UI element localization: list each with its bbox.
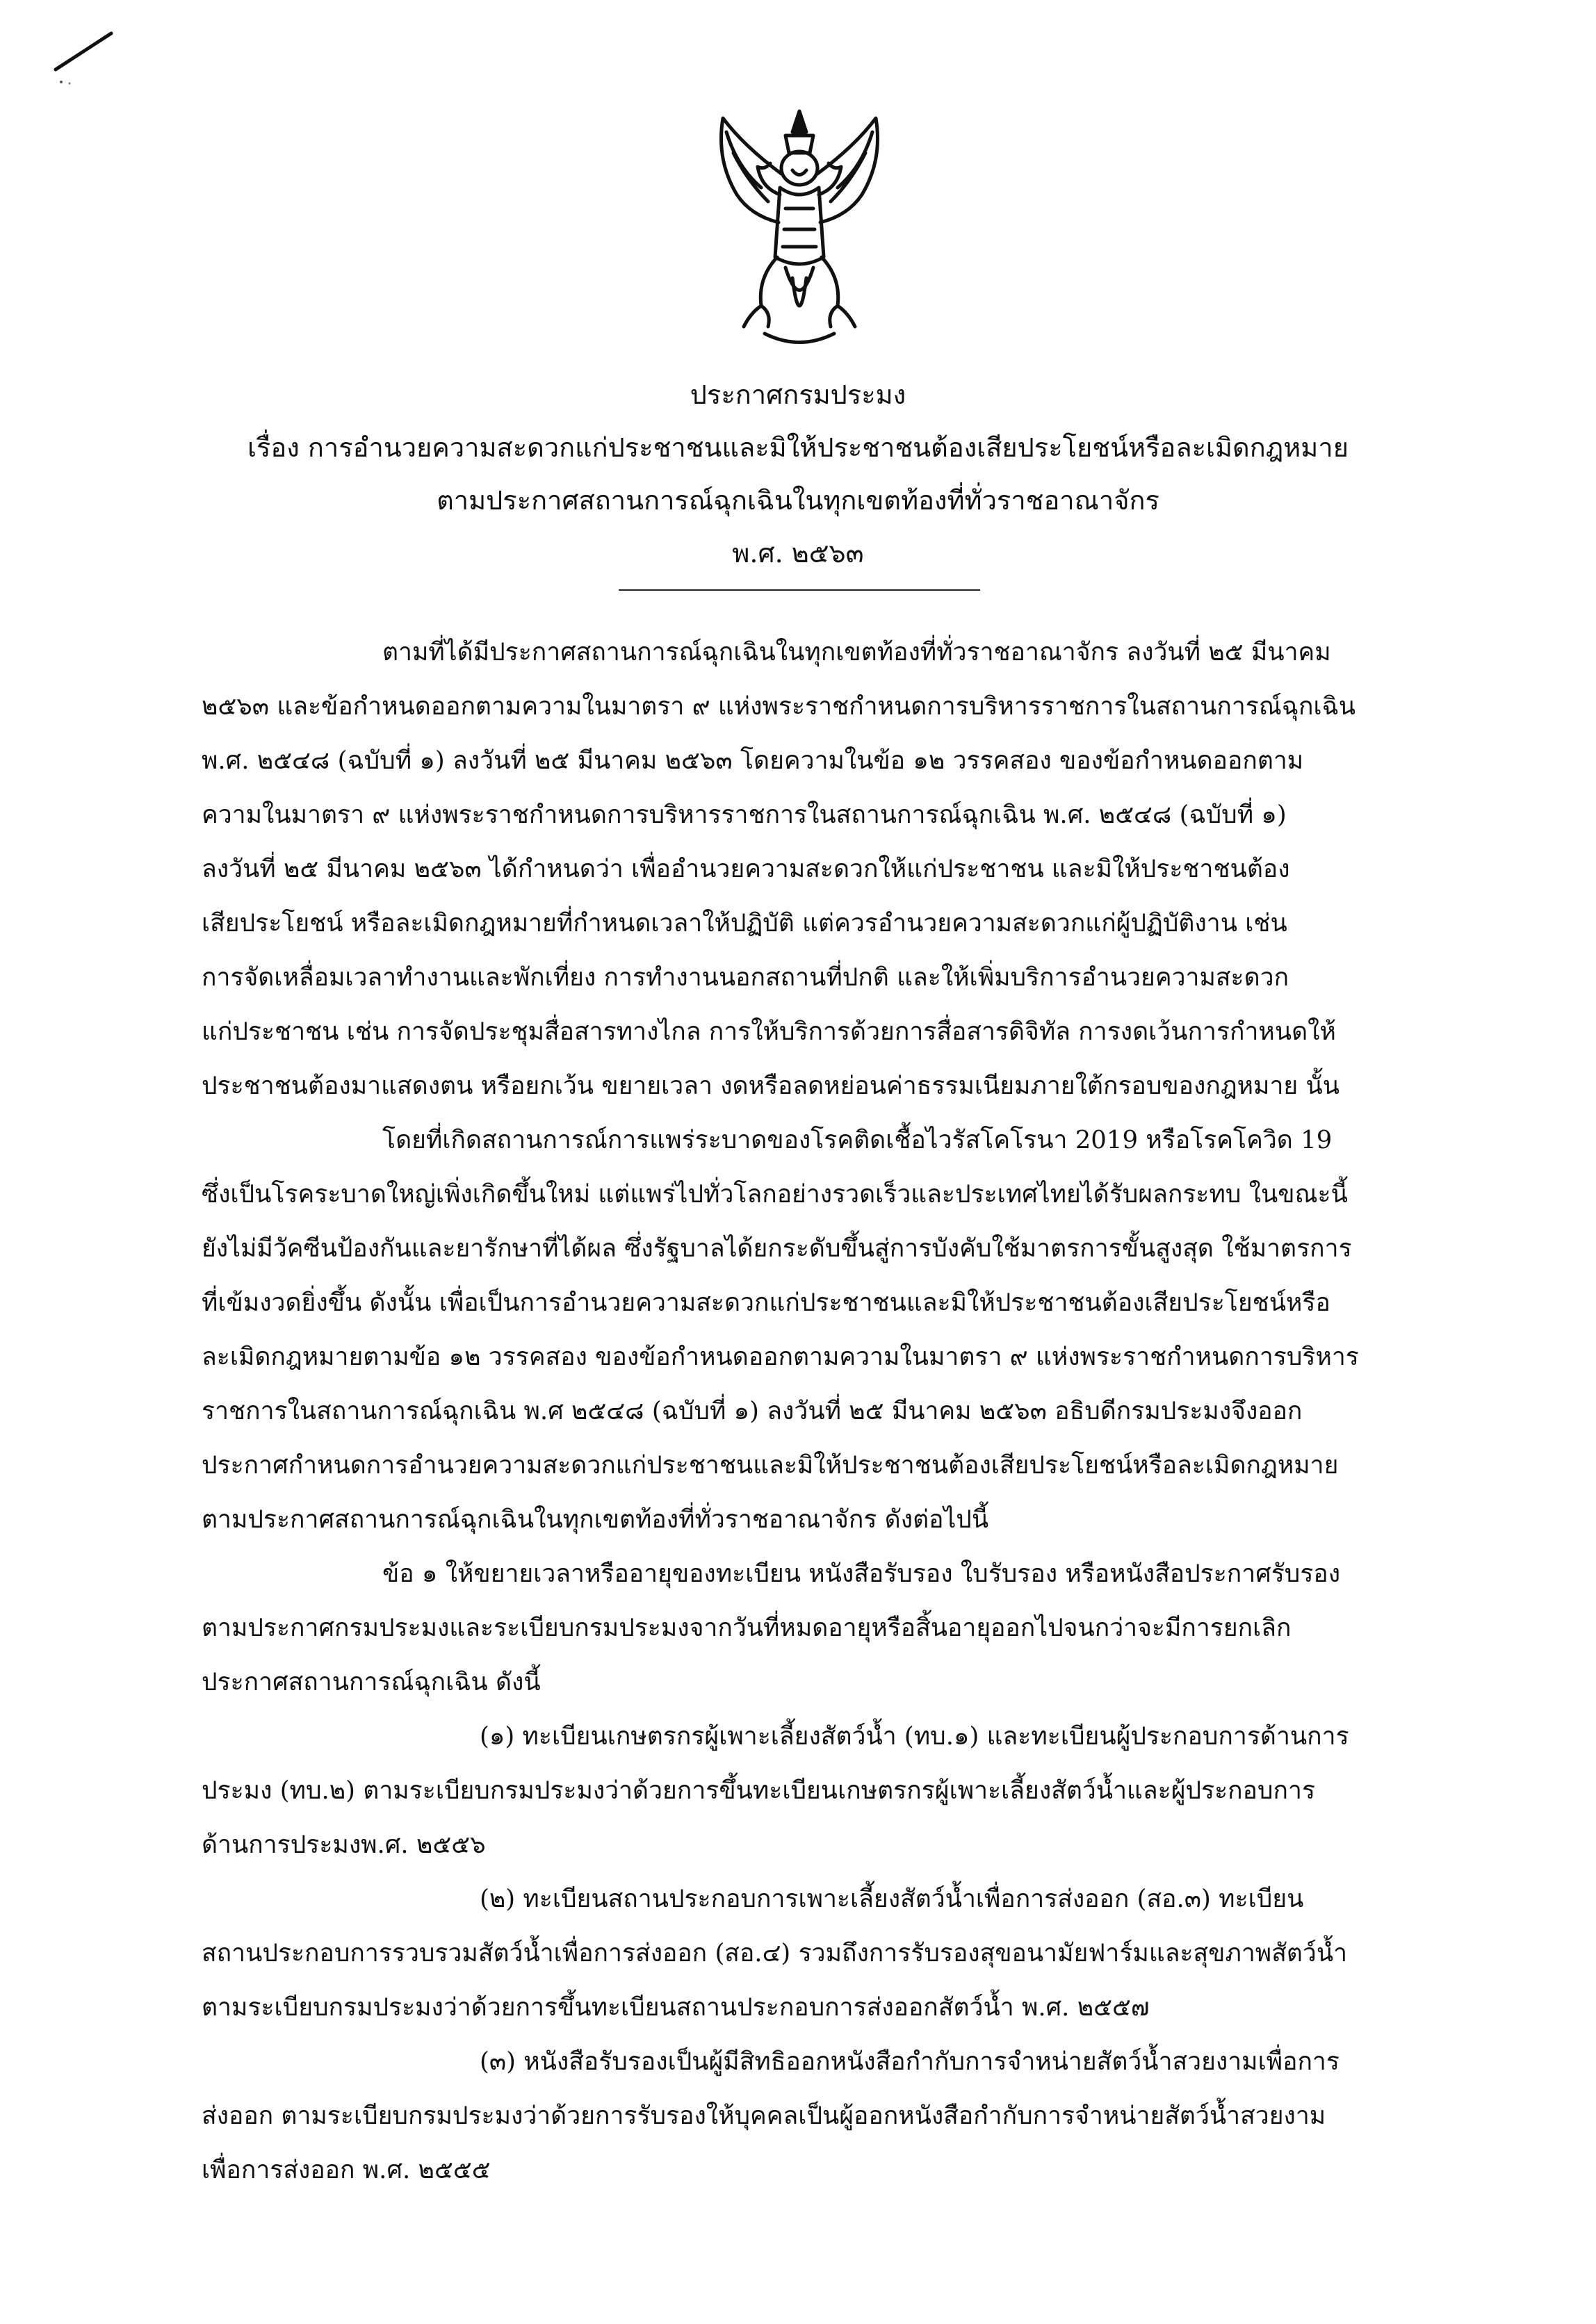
body-line: แก่ประชาชน เช่น การจัดประชุมสื่อสารทางไกล การให้บริการด้วยการสื่อสารดิจิทัล การงดเว้นการกำหนดให้	[202, 1017, 1336, 1046]
header-divider	[619, 589, 980, 591]
body-line: ยังไม่มีวัคซีนป้องกันและยารักษาที่ได้ผล ซึ่งรัฐบาลได้ยกระดับขึ้นสู่การบังคับใช้มาตรการขั้นสูงสุด ใช้มาตรการ	[202, 1234, 1352, 1263]
sub-item-3-line: (๓) หนังสือรับรองเป็นผู้มีสิทธิออกหนังสือกำกับการจำหน่ายสัตว์น้ำสวยงามเพื่อการ	[480, 2047, 1340, 2076]
body-line: ประชาชนต้องมาแสดงตน หรือยกเว้น ขยายเวลา งดหรือลดหย่อนค่าธรรมเนียมภายใต้กรอบของกฎหมาย นั้น	[202, 1072, 1340, 1100]
body-line: สถานประกอบการรวบรวมสัตว์น้ำเพื่อการส่งออก (สอ.๔) รวมถึงการรับรองสุขอนามัยฟาร์มและสุขภาพสัตว์น้ำ	[202, 1939, 1348, 1967]
clause-1-line: ข้อ ๑ ให้ขยายเวลาหรืออายุของทะเบียน หนังสือรับรอง ใบรับรอง หรือหนังสือประกาศรับรอง	[382, 1560, 1341, 1588]
subject-line-continued: ตามประกาศสถานการณ์ฉุกเฉินในทุกเขตท้องที่ทั่วราชอาณาจักร	[437, 485, 1159, 516]
announcement-header	[139, 368, 1457, 580]
buddhist-year: พ.ศ. ๒๕๖๓	[732, 538, 864, 568]
body-line: ละเมิดกฎหมายตามข้อ ๑๒ วรรคสอง ของข้อกำหนดออกตามความในมาตรา ๙ แห่งพระราชกำหนดการบริหาร	[202, 1343, 1359, 1371]
body-line: ที่เข้มงวดยิ่งขึ้น ดังนั้น เพื่อเป็นการอำนวยความสะดวกแก่ประชาชนและมิให้ประชาชนต้องเสียประโยชน์หรือ	[202, 1288, 1330, 1317]
body-line: ส่งออก ตามระเบียบกรมประมงว่าด้วยการรับรองให้บุคคลเป็นผู้ออกหนังสือกำกับการจำหน่ายสัตว์น้ำสวยงาม	[202, 2102, 1326, 2130]
announcement-body	[202, 625, 1411, 2198]
body-line: ตามประกาศสถานการณ์ฉุกเฉินในทุกเขตท้องที่ทั่วราชอาณาจักร ดังต่อไปนี้	[202, 1505, 989, 1534]
body-line: ความในมาตรา ๙ แห่งพระราชกำหนดการบริหารราชการในสถานการณ์ฉุกเฉิน พ.ศ. ๒๕๔๘ (ฉบับที่ ๑)	[202, 801, 1287, 829]
body-line: โดยที่เกิดสถานการณ์การแพร่ระบาดของโรคติดเชื้อไวรัสโคโรนา 2019 หรือโรคโควิด 19	[382, 1126, 1333, 1154]
subject-line: เรื่อง การอำนวยความสะดวกแก่ประชาชนและมิให้ประชาชนต้องเสียประโยชน์หรือละเมิดกฎหมาย	[247, 432, 1349, 463]
body-line: เพื่อการส่งออก พ.ศ. ๒๕๕๕	[202, 2156, 491, 2184]
body-line: ด้านการประมงพ.ศ. ๒๕๕๖	[202, 1831, 486, 1859]
body-line: ลงวันที่ ๒๕ มีนาคม ๒๕๖๓ ได้กำหนดว่า เพื่ออำนวยความสะดวกให้แก่ประชาชน และมิให้ประชาชนต้อง	[202, 855, 1290, 883]
garuda-emblem-icon	[695, 104, 904, 354]
body-line: การจัดเหลื่อมเวลาทำงานและพักเที่ยง การทำงานนอกสถานที่ปกติ และให้เพิ่มบริการอำนวยความสะดวก	[202, 963, 1289, 992]
body-line: ราชการในสถานการณ์ฉุกเฉิน พ.ศ ๒๕๔๘ (ฉบับที่ ๑) ลงวันที่ ๒๕ มีนาคม ๒๕๖๓ อธิบดีกรมประมงจึงออก	[202, 1397, 1303, 1425]
pen-stroke-mark	[49, 28, 139, 90]
sub-item-2-line: (๒) ทะเบียนสถานประกอบการเพาะเลี้ยงสัตว์น้ำเพื่อการส่งออก (สอ.๓) ทะเบียน	[480, 1885, 1304, 1913]
body-line: ประกาศกำหนดการอำนวยความสะดวกแก่ประชาชนและมิให้ประชาชนต้องเสียประโยชน์หรือละเมิดกฎหมาย	[202, 1451, 1339, 1480]
body-line: ตามระเบียบกรมประมงว่าด้วยการขึ้นทะเบียนสถานประกอบการส่งออกสัตว์น้ำ พ.ศ. ๒๕๕๗	[202, 1993, 1150, 2022]
body-line: ตามประกาศกรมประมงและระเบียบกรมประมงจากวันที่หมดอายุหรือสิ้นอายุออกไปจนกว่าจะมีการยกเลิก	[202, 1614, 1292, 1642]
body-line: ซึ่งเป็นโรคระบาดใหญ่เพิ่งเกิดขึ้นใหม่ แต่แพร่ไปทั่วโลกอย่างรวดเร็วและประเทศไทยได้รับผลกระทบ ในขณะนี้	[202, 1180, 1348, 1209]
body-line: พ.ศ. ๒๕๔๘ (ฉบับที่ ๑) ลงวันที่ ๒๕ มีนาคม ๒๕๖๓ โดยความในข้อ ๑๒ วรรคสอง ของข้อกำหนดออกตาม	[202, 746, 1304, 775]
body-line: ประกาศสถานการณ์ฉุกเฉิน ดังนี้	[202, 1668, 541, 1696]
body-line: ๒๕๖๓ และข้อกำหนดออกตามความในมาตรา ๙ แห่งพระราชกำหนดการบริหารราชการในสถานการณ์ฉุกเฉิน	[202, 692, 1356, 721]
body-line: ตามที่ได้มีประกาศสถานการณ์ฉุกเฉินในทุกเขตท้องที่ทั่วราชอาณาจักร ลงวันที่ ๒๕ มีนาคม	[382, 638, 1331, 666]
agency-title: ประกาศกรมประมง	[690, 379, 906, 410]
body-line: เสียประโยชน์ หรือละเมิดกฎหมายที่กำหนดเวลาให้ปฏิบัติ แต่ควรอำนวยความสะดวกแก่ผู้ปฏิบัติงาน เช่น	[202, 909, 1287, 938]
sub-item-1-line: (๑) ทะเบียนเกษตรกรผู้เพาะเลี้ยงสัตว์น้ำ (ทบ.๑) และทะเบียนผู้ประกอบการด้านการ	[480, 1722, 1349, 1751]
body-line: ประมง (ทบ.๒) ตามระเบียบกรมประมงว่าด้วยการขึ้นทะเบียนเกษตรกรผู้เพาะเลี้ยงสัตว์น้ำและผู้ประกอบการ	[202, 1776, 1316, 1805]
